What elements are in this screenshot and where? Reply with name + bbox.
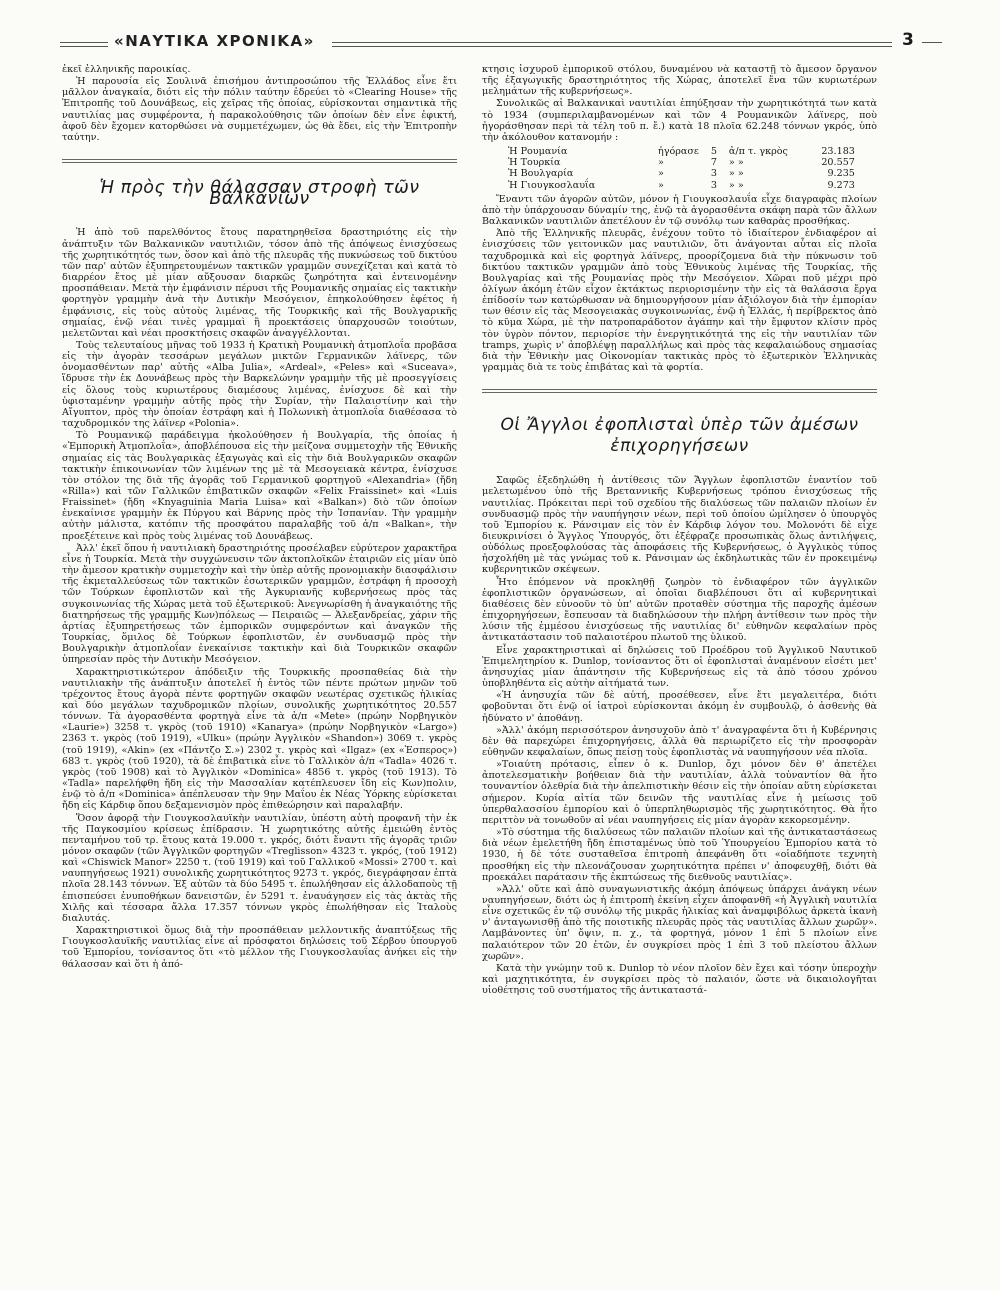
left-column	[62, 64, 457, 971]
header-rule-right	[922, 42, 942, 43]
article-paragraph: Ὅσον ἀφορᾷ τὴν Γιουγκοσλαυϊκὴν ναυτιλίαν, ὑπέστη αὐτὴ προφανῆ τὴν ἐκ τῆς Παγκοσμίου κρίσεως ἐπίδρασιν. Ἡ χωρητικότης αὐτῆς ἐμειώθη ἐντὸς πενταμήνου τοῦ τρ. ἔτους κατὰ 19.000 τ. γκρός, διότι ἔναντι τῆς ἀγορᾶς τριῶν μόνον σκαφῶν (τῶν Ἀγγλικῶν φορτηγῶν «Treglisson» 4323 τ. γκρός, (τοῦ 1912) καὶ «Chiswick Manor» 2250 τ. (τοῦ 1919) καὶ τοῦ Γαλλικοῦ «Mossi» 2700 τ. καὶ ναυπηγήσεως 1921) συνολικῆς χωρητικότητος 9273 τ. γκρός, διεγράφησαν ἑπτὰ πλοῖα 28.143 τόννων. Ἐξ αὐτῶν τὰ δύο 5495 τ. ἐπωλήθησαν εἰς ἀλλοδαποὺς τῇ ἐπισπεύσει ἐνυποθήκων δανειστῶν, ἐν 5291 τ. ἐναυάγησεν εἰς τὰς ἀκτὰς τῆς Χιλῆς καὶ τέσσαρα ἄλλα 17.357 τόννων γκρὸς ἐπωλήθησαν εἰς Ἰταλοὺς διαλυτάς.	[62, 812, 457, 924]
table-cell-count: 3	[710, 179, 717, 191]
table-cell-verb: »	[658, 179, 664, 191]
intro-paragraph: Ἡ παρουσία εἰς Σουλινᾶ ἐπισήμου ἀντιπροσώπου τῆς Ἑλλάδος εἶνε ἔτι μᾶλλον ἀναγκαία, διότι εἰς τὴν πόλιν ταύτην ἐδρεύει τὸ «Clearing House» τῆς Ἐπιτροπῆς τοῦ Δουνάβεως, εἰς χεῖρας τῆς ὁποίας, εὑρίσκονται σημαντικὰ τῆς ναυτιλίας μας συμφέροντα, ἡ παρακολούθησις τῶν ὁποίων δὲν εἶνε ἐφικτή, ἀφοῦ δὲν ἔχομεν κατορθώσει νὰ συμμετέχωμεν, ὡς θὰ ἔδει, εἰς τὴν Ἐπιτροπὴν ταύτην.	[62, 76, 457, 143]
continued-paragraph: κτησις ἰσχυροῦ ἐμπορικοῦ στόλου, δυναμένου νὰ καταστῇ τὸ ἄμεσον ὄργανον τῆς ἐξαγωγικῆς δραστηριότητος τῆς Χώρας, ἀποτελεῖ ἕνα τῶν κυριωτέρων μελημάτων τῆς κυβερνήσεως».	[482, 64, 877, 98]
table-cell-country: Ἡ Τουρκία	[508, 157, 561, 169]
table-cell-unit: » »	[728, 168, 744, 180]
article-paragraph: Σαφῶς ἐξεδηλώθη ἡ ἀντίθεσις τῶν Ἄγγλων ἐφοπλιστῶν ἐναντίον τοῦ μελετωμένου ὑπὸ τῆς Βρεταννικῆς Κυβερνήσεως τρόπου ἐνισχύσεως τῆς ναυτιλίας. Πρόκειται περὶ τοῦ σχεδίου τῆς διαλύσεως τῶν παλαιῶν πλοίων ἐν συνδυασμῷ πρὸς τὴν ναυπήγησιν νέων, περὶ τοῦ ὁποίου ὡμίλησεν ὁ ὑπουργὸς τοῦ Ἐμπορίου κ. Ράνσιμαν εἰς τὸν ἐν Κάρδιφ λόγον του. Μολονότι δὲ εἶχε διευκρινίσει ὁ Ἄγγλος Ὑπουργός, ὅτι ἐξέφραζε προσωπικὰς ὅλως ἀντιλήψεις, οὐδόλως προεξοφλούσας τὰς ἀποφάσεις τῆς Κυβερνήσεως, ὁ Ἀγγλικὸς τύπος ἠσχολήθη μὲ τὰς γνώμας τοῦ κ. Ράνσιμαν ὡς ἐκδηλωτικὰς τῶν ἐν προκειμένῳ κυβερνητικῶν σκέψεων.	[482, 475, 877, 576]
table-row	[508, 180, 859, 191]
tonnage-table	[508, 146, 859, 191]
article-paragraph: Ἀλλ' ἐκεῖ ὅπου ἡ ναυτιλιακὴ δραστηριότης προσέλαβεν εὐρύτερον χαρακτῆρα εἶνε ἡ Τουρκία. Μετὰ τὴν συγχώνευσιν τῶν ἀκτοπλοϊκῶν ἑταιριῶν εἰς μίαν ὑπὸ τὴν ἄμεσον κρατικὴν συμμετοχὴν καὶ τὴν ὑπὲρ αὐτῆς προνομιακὴν διασφάλισιν τῆς ἐκμεταλλεύσεως τῶν τακτικῶν ἐσωτερικῶν γραμμῶν, ἐστράφη ἡ προσοχὴ τῶν Τούρκων ἐφοπλιστῶν καὶ τῆς Ἀγκυριανῆς κυβερνήσεως πρὸς τὰς συγκοινωνίας τῆς Χώρας μετὰ τοῦ ἐξωτερικοῦ: Ἀνεγνωρίσθη ἡ ἀναγκαιότης τῆς διατηρήσεως τῆς γραμμῆς Κων)πόλεως — Πειραιῶς — Ἀλεξανδρείας, χάριν τῆς ἀρτίας ἐξυπηρετήσεως τῶν ἐμπορικῶν συμφερόντων καὶ ἀναγκῶν τῆς Τουρκίας, ὅμιλος δὲ Τούρκων ἐφοπλιστῶν, ἐν συνδυασμῷ πρὸς τὴν Βουλγαρικὴν ἀτμοπλοΐαν ἐνεκαίνισε τακτικὴν καὶ διὰ Τουρκικῶν σκαφῶν ὑπηρεσίαν πρὸς τὴν Δυτικὴν Μεσόγειον.	[62, 542, 457, 666]
article-paragraph: Χαρακτηριστικοὶ ὅμως διὰ τὴν προσπάθειαν μελλοντικῆς ἀναπτύξεως τῆς Γιουγκοσλαυϊκῆς ναυτιλίας εἶνε αἱ πρόσφατοι δηλώσεις τοῦ Σέρβου ὑπουργοῦ τοῦ Ἐμπορίου, τονίσαντος ὅτι «τὸ μέλλον τῆς Γιουγκοσλαυΐας ἀνήκει εἰς τὴν θάλασσαν καὶ ὅτι ἡ ἀπό-	[62, 925, 457, 970]
table-cell-country: Ἡ Γιουγκοσλαυΐα	[508, 179, 596, 191]
table-cell-verb: ἠγόρασε	[658, 146, 699, 158]
table-cell-unit: » »	[728, 157, 744, 169]
article-paragraph: Χαρακτηριστικώτερον ἀπόδειξιν τῆς Τουρκικῆς προσπαθείας διὰ τὴν ναυτιλιακὴν τῆς ἀνάπτυξιν ἀποτελεῖ ἡ ἐντὸς τῶν πέντε πρώτων μηνῶν τοῦ τρέχοντος ἔτους ἀγορὰ πέντε φορτηγῶν σκαφῶν νεωτέρας σχετικῶς ἡλικίας καὶ δύο μεγάλων ταχυδρομικῶν πλοίων, συνολικῆς χωρητικότητος 20.557 τόννων. Τὰ ἀγορασθέντα φορτηγὰ εἶνε τὰ ἀ/π «Mete» (πρώην Νορβηγικὸν «Laurie») 3258 τ. γκρὸς (τοῦ 1910) «Kanarya» (πρώην Νορβηγικὸν «Largo») 2363 τ. γκρὸς (τοῦ 1919), «Ulku» (πρώην Ἀγγλικὸν «Shandon») 3069 τ. γκρὸς (τοῦ 1919), «Akin» (ex «Πάντζο Σ.») 2302 τ. γκρὸς καὶ «Ilgaz» (ex «Ἐσπερος») 683 τ. γκρὸς (τοῦ 1920), τὰ δὲ ἐπιβατικὰ εἶνε τὸ Γαλλικὸν ἀ/π «Tadla» 4026 τ. γκρὸς (τοῦ 1908) καὶ τὸ Ἀγγλικὸν «Dominica» 4856 τ. γκρὸς (τοῦ 1913). Τὸ «Tadla» παρελήφθη ἤδη εἰς τὴν Μασσαλίαν κατέπλευσεν ἴδη εἰς Κων)πολιν, ἐνῷ τὸ ἀ/π «Dominica» ἀπέπλευσαν τὴν 9ην Μαΐου ἐκ Νέας Ὑόρκης εὑρίσκεται ἤδη εἰς Κάρδιφ ὅπου δεξαμενισμὸν πρὸς ἐπιθεώρησιν καὶ παραλαβήν.	[62, 666, 457, 812]
article-paragraph: Ἡ ἀπὸ τοῦ παρελθόντος ἔτους παρατηρηθεῖσα δραστηριότης εἰς τὴν ἀνάπτυξιν τῶν Βαλκανικῶν ναυτιλιῶν, τόσον ἀπὸ τῆς ἀπόψεως ἐνισχύσεως τῆς χωρητικότητός των, ὅσον καὶ ἀπὸ τῆς πλευρᾶς τῆς πυκνώσεως τοῦ δικτύου τῶν παρ' αὐτῶν ἐξυπηρετουμένων τακτικῶν γραμμῶν συνεχίζεται καὶ κατὰ τὸ διαρρέον ἔτος μὲ μίαν αὔξουσαν διαρκῶς ζωηρότητα καὶ ἐντεινομένην προσπάθειαν. Μετὰ τὴν ἐμφάνισιν πέρυσι τῆς Ρουμανικῆς σημαίας εἰς τακτικὴν φορτηγὸν γραμμὴν ἀνὰ τὴν Δυτικὴν Μεσόγειον, ἐπηκολούθησεν ἐφέτος ἡ ἐμφάνισις, εἰς τοὺς αὐτοὺς λιμένας, τῆς Τουρκικῆς καὶ τῆς Βουλγαρικῆς σημαίας, ἐνῷ νέαι τινὲς γραμμαὶ ἢ προεκτάσεις ὑπαρχουσῶν τοιούτων, μελετῶνται καὶ νέαι προσκτήσεις σκαφῶν ἀναγγέλλονται.	[62, 227, 457, 339]
article-paragraph: «Ἡ ἀνησυχία τῶν δὲ αὐτή, προσέθεσεν, εἶνε ἔτι μεγαλειτέρα, διότι φοβοῦνται ὅτι ἐνῷ οἱ ἰατροὶ εὑρίσκονται ἀκόμη ἐν συμβουλῷ, ὁ ἀσθενὴς θὰ ἠδύνατο ν' ἀποθάνῃ.	[482, 690, 877, 724]
table-row	[508, 157, 859, 168]
article-paragraph: Κατὰ τὴν γνώμην τοῦ κ. Dunlop τὸ νέον πλοῖον δὲν ἔχει καὶ τόσην ὑπεροχὴν καὶ μαχητικότητα, ἐν συγκρίσει πρὸς τὸ παλαιόν, ὥστε νὰ δικαιολογῆται υἱοθέτησις τοῦ συστήματος τῆς ἀντικαταστά-	[482, 962, 877, 997]
table-cell-count: 7	[710, 157, 717, 169]
article-paragraph: »Ἀλλ' οὔτε καὶ ἀπὸ συναγωνιστικῆς ἀκόμη ἀπόψεως ὑπάρχει ἀνάγκη νέων ναυπηγήσεων, διότι ὡς ἡ ἐπιτροπὴ ἐκείνη εἶχεν ἀποφανθῆ «ἡ Ἀγγλικὴ ναυτιλία εἶνε σχετικῶς ἐν τῷ συνόλῳ τῆς μικρᾶς ἡλικίας καὶ ἀναμφιβόλως ἀρκετὰ ἱκανὴ ν' ἀνταγωνισθῇ ἀπὸ τῆς ποιοτικῆς πλευρᾶς πρὸς τὰς ναυτιλίας ἄλλων χωρῶν». Λαμβάνοντες ὑπ' ὄψιν, π. χ., τὰ φορτηγά, μόνον 1 ἐπὶ 5 πλοίων εἶνε παλαιότερον τῶν 20 ἐτῶν, ἐν συγκρίσει πρὸς 1 ἐπὶ 3 τοῦ πλείστου ἄλλων χωρῶν».	[482, 883, 877, 962]
article-paragraph: Τοὺς τελευταίους μῆνας τοῦ 1933 ἡ Κρατικὴ Ρουμανικὴ ἀτμοπλοΐα προβᾶσα εἰς τὴν ἀγορὰν τεσσάρων μεγάλων μικτῶν Γερμανικῶν λάϊνερς, τῶν ὀνομασθέντων παρ' αὐτῆς «Alba Julia», «Ardeal», «Peles» καὶ «Suceava», ἵδρυσε τὴν ἐκ Δουνάβεως πρὸς τὴν Βαρκελώνην γραμμὴν τῆς μὲ προσεγγίσεις εἰς ὅλους τοὺς κυριωτέρους διαμέσους λιμένας, ἐνίσχυσε δὲ καὶ τὴν ὑφισταμένην γραμμὴν αὐτῆς πρὸς τὴν Συρίαν, τὴν Παλαιστίνην καὶ τὴν Αἴγυπτον, πρὸς τὴν ὁποίαν ἐστράφη καὶ ἡ Πολωνικὴ ἀτμοπλοΐα διαθέσασα τὸ ταχυδρομικόν της λάϊνερ «Polonia».	[62, 339, 457, 430]
article-heading-balkans: Ἡ πρὸς τὴν θάλασσαν στροφὴ τῶν Βαλκανίων	[99, 178, 420, 210]
page-header	[60, 30, 942, 56]
table-cell-unit: » »	[728, 179, 744, 191]
header-rule-left	[60, 42, 108, 43]
article-paragraph: Εἶνε χαρακτηριστικαὶ αἱ δηλώσεις τοῦ Προέδρου τοῦ Ἀγγλικοῦ Ναυτικοῦ Ἐπιμελητηρίου κ. Dunlop, τονίσαντος ὅτι οἱ ἐφοπλισταὶ ἀναμένουν εἰσέτι μετ' ἀνησυχίας μίαν ἀπάντησιν τῆς Κυβερνήσεως εἰς τὰ ἀπὸ τόσου χρόνου ὑποβληθέντα εἰς αὐτὴν αἰτήματά των.	[482, 644, 877, 690]
table-row	[508, 168, 859, 179]
table-cell-country: Ἡ Ρουμανία	[508, 146, 568, 158]
table-cell-count: 5	[710, 146, 717, 158]
section-separator	[482, 389, 877, 395]
page-number: 3	[902, 30, 914, 50]
table-cell-country: Ἡ Βουλγαρία	[508, 168, 574, 180]
table-cell-verb: »	[658, 168, 664, 180]
article-paragraph: Ἔναντι τῶν ἀγορῶν αὐτῶν, μόνον ἡ Γιουγκοσλαυΐα εἶχε διαγραφὰς πλοίων ἀπὸ τὴν ὑπάρχουσαν δύναμίν της, ἐνῷ τὰ ἀγορασθέντα σκάφη παρὰ τῶν ἄλλων Βαλκανικῶν ναυτιλιῶν ἀπετέλουν ἐν τῷ συνόλῳ των καθαρὰς προσθήκας.	[482, 193, 877, 228]
article-heading-shipowners: Οἱ Ἄγγλοι ἐφοπλισταὶ ὑπὲρ τῶν ἀμέσων ἐπιχορηγήσεων	[500, 415, 859, 457]
article-paragraph: »Τοιαύτη πρότασις, εἶπεν ὁ κ. Dunlop, ὄχι μόνον δὲν θ' ἀπετέλει ἀποτελεσματικὴν βοήθειαν διὰ τὴν ναυτιλίαν, ἀλλὰ τοὐναντίον θὰ ἦτο τουναντίον ὁλεθρία διὰ τὴν ἀπελπιστικὴν θέσιν εἰς τὴν ὁποίαν αὕτη εὑρίσκεται σήμερον. Κυρία αἰτία τῶν δεινῶν τῆς ναυτιλίας εἶνε ἡ μείωσις τοῦ ὑπερθαλασσίου ἐμπορίου καὶ ὁ ὑπερπληθωρισμὸς τῆς χωρητικότητος. Θὰ ἦτο περιττὸν νὰ τονωθοῦν αἱ νέαι ναυπηγήσεις εἰς μίαν ἀγορὰν κεκορεσμένην.	[482, 759, 877, 826]
intro-paragraph: ἐκεῖ ἑλληνικῆς παροικίας.	[62, 64, 191, 75]
header-rule-middle	[332, 42, 892, 43]
article-paragraph: Ἦτο ἑπόμενον νὰ προκληθῇ ζωηρὸν τὸ ἐνδιαφέρον τῶν ἀγγλικῶν ἐφοπλιστικῶν ὀργανώσεων, αἱ ὁποῖαι διαβλέπουσι ὅτι αἱ κυβερνητικαὶ διαθέσεις δὲν εὐνοοῦν τὸ ὑπ' αὐτῶν προταθὲν σύστημα τῆς παροχῆς ἀμέσων ἐπιχορηγήσεων, ἔσπευσαν τὰ διαδηλώσουν τὴν πλήρη ἀντίθεσιν των πρὸς τὴν λύσιν τῆς ἐμμέσου ἐνισχύσεως τῆς ναυτιλίας δι' εὐθηνῶν κεφαλαίων πρὸς ἀντικατάστασιν τοῦ παλαιοτέρου πλωτοῦ της ὑλικοῦ.	[482, 576, 877, 644]
table-cell-tons: 9.235	[827, 168, 855, 180]
table-cell-verb: »	[658, 157, 664, 169]
article-paragraph: »Τὸ σύστημα τῆς διαλύσεως τῶν παλαιῶν πλοίων καὶ τῆς ἀντικαταστάσεως διὰ νέων ἐμελετήθη ἤδη ἐπισταμένως ὑπὸ τοῦ Ὑπουργείου Ἐμπορίου κατὰ τὸ 1930, ἡ δὲ τότε συσταθεῖσα ἐπιτροπὴ ἀπεφάνθη ὅτι «οἱαδήποτε τεχνητὴ προσθήκη εἰς τὴν πλεονάζουσαν χωρητικότητα πρέπει ν' ἀποφευχθῇ, διότι θὰ προεκάλει παράτασιν τῆς ἐκπτώσεως τῆς διεθνοῦς ναυτιλίας».	[482, 827, 877, 883]
section-separator	[62, 159, 457, 165]
table-row	[508, 146, 859, 157]
article-paragraph: Συνολικῶς αἱ Βαλκανικαὶ ναυτιλίαι ἐπηύξησαν τὴν χωρητικότητά των κατὰ τὸ 1934 (συμπεριλαμβανομένων καὶ τῶν 4 Ρουμανικῶν λάϊνερς, ποὺ ἠγοράσθησαν περὶ τὰ τέλη τοῦ π. ἔ.) κατὰ 18 πλοῖα 62.248 τόννων γκρός, ὑπὸ τὴν ἀκόλουθον κατανομήν :	[482, 98, 877, 143]
table-cell-tons: 20.557	[821, 157, 855, 169]
table-cell-tons: 23.183	[821, 146, 855, 158]
publication-title: «ΝΑΥΤΙΚΑ ΧΡΟΝΙΚΑ»	[114, 32, 315, 50]
table-cell-tons: 9.273	[827, 179, 855, 191]
right-column	[482, 64, 877, 997]
article-paragraph: Ἀπὸ τῆς Ἑλληνικῆς πλευρᾶς, ἐνέχουν τοῦτο τὸ ἰδιαίτερον ἐνδιαφέρον αἱ ἐνισχύσεις τῶν γειτονικῶν μας ναυτιλιῶν, ὅτι ἀνάγονται αὗται εἰς πλοῖα ταχυδρομικὰ καὶ εἰς φορτηγὰ λάϊνερς, προορίζομενα διὰ τὴν πύκνωσιν τοῦ δικτύου τακτικῶν γραμμῶν ἀπὸ τοὺς Ἐθνικοὺς λιμένας τῆς Τουρκίας, τῆς Βουλγαρίας καὶ τῆς Ρουμανίας πρὸς τὴν Μεσόγειον. Χῶραι ποῦ μέχρι πρὸ ὀλίγων ἀκόμη ἐτῶν εἶχον ἐκτάκτως περιορισμένην τὴν εἰς τὰ θαλάσσια ἔργα ἐπίδοσίν των κατώρθωσαν νὰ δημιουργήσουν μίαν ἀξιόλογον διὰ τὴν ἐμπορίαν των θέσιν εἰς τὰς Μεσογειακὰς συγκοινωνίας, ἐνῷ ἡ Ἑλλάς, ἡ περίβρεκτος ἀπὸ τὸ κῦμα Χώρα, μὲ τὴν πατροπαράδοτον ἀγάπην καὶ τὴν ἔμφυτον κλίσιν πρὸς τὸν ὑγρὸν πόντον, περιορίσε τὴν ἐνεργητικότητά της εἰς τὴν ναυτιλίαν τῶν tramps, χωρὶς ν' ἀποβλέψῃ παραλλήλως καὶ πρὸς τὰς κεφαλαιώδους σημασίας διὰ τὴν Ἐθνικὴν μας Οἰκονομίαν τακτικὰς πρὸς τὸ ἐξωτερικὸν Ἑλληνικὰς γραμμὰς διὰ τε τοὺς ἐπιβάτας καὶ τὰ φορτία.	[482, 228, 877, 374]
article-paragraph: »Ἀλλ' ἀκόμη περισσότερον ἀνησυχοῦν ἀπὸ τ' ἀναγραφέντα ὅτι ἡ Κυβέρνησις δὲν θὰ παρεχώρει ἐπιχορηγήσεις, ἀλλὰ θὰ περιωρίζετο εἰς τὴν προσφορὰν εὐθηνῶν κεφαλαίων, ὅπως πείσῃ τοὺς ἐφοπλιστὰς νὰ ναυπηγήσουν νέα πλοῖα.	[482, 724, 877, 758]
table-cell-unit: ἀ/π τ. γκρὸς	[728, 146, 788, 158]
article-paragraph: Τὸ Ρουμανικῷ παράδειγμα ἠκολούθησεν ἡ Βουλγαρία, τῆς ὁποίας ἡ «Ἐμπορικὴ Ἀτμοπλοΐα», ἀποβλέπουσα εἰς τὴν μείζονα συμμετοχὴν τῆς Ἐθνικῆς σημαίας εἰς τὰς Βουλγαρικὰς ἐξαγωγὰς καὶ εἰς τὴν διὰ Βουλγαρικῶν σκαφῶν τακτικὴν ἐπικοινωνίαν τῶν λιμένων της μὲ τὰ Μεσογειακὰ κέντρα, ἐνίσχυσε τὸν στόλον της διὰ τῆς ἀγορᾶς τοῦ Γερμανικοῦ φορτηγοῦ «Alexandria» (ἤδη «Rilla») καὶ τῶν Γαλλικῶν ἐπιβατικῶν σκαφῶν «Felix Fraissinet» καὶ «Luis Fraissinet» (ἤδη «Knyaguinia Maria Luisa» καὶ «Balkan») διὸ τῶν ὁποίων ἐνεκαίνισε γραμμὴν ἐκ Πύργου καὶ Βάρνης πρὸς τὴν Ἱσπανίαν. Τὴν γραμμὴν αὐτὴν μάλιστα, κατόπιν τῆς προσφάτου παραλαβῆς τοῦ ἀ/π «Balkan», τὴν προεξέτεινε καὶ πρὸς τοὺς λιμένας τοῦ Δουνάβεως.	[62, 430, 457, 542]
table-cell-count: 3	[710, 168, 717, 180]
